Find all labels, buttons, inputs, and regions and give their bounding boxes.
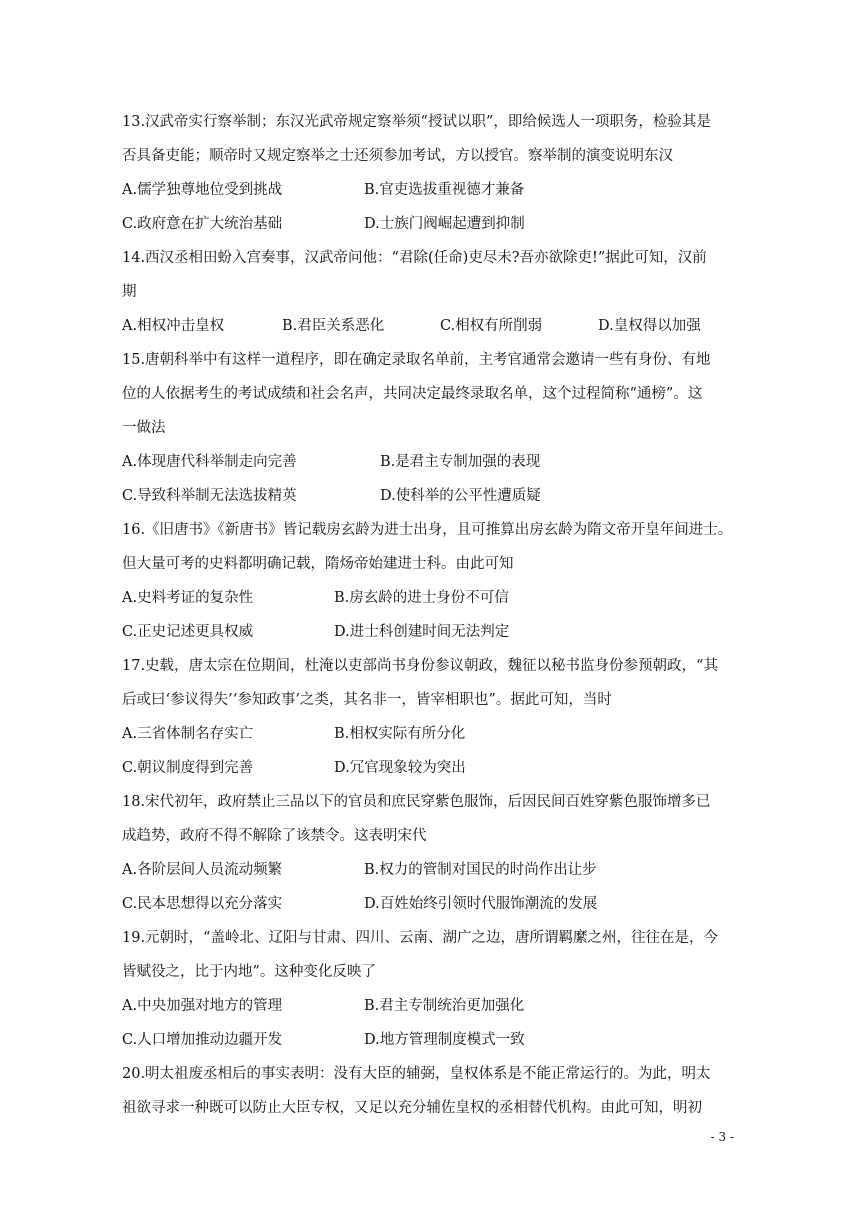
question-15-option-c: C.导致科举制无法选拔精英 [122,488,297,504]
question-18-stem-line-2: 成趋势，政府不得不解除了该禁令。这表明宋代 [122,828,427,844]
question-18-option-b: B.权力的管制对国民的时尚作出让步 [364,862,597,878]
question-13-option-d: D.士族门阀崛起遭到抑制 [364,216,525,232]
question-13-option-b: B.官吏选拔重视德才兼备 [364,182,525,198]
question-18-option-c: C.民本思想得以充分落实 [122,896,283,912]
question-18-option-d: D.百姓始终引领时代服饰潮流的发展 [364,896,598,912]
question-19-stem-line-2: 皆赋役之，比于内地”。这种变化反映了 [122,964,376,980]
question-13-stem-line-1: 13.汉武帝实行察举制；东汉光武帝规定察举须“授试以职”，即给候选人一项职务，检验其是 [122,114,711,130]
question-19-option-b: B.君主专制统治更加强化 [364,998,525,1014]
question-18-stem-line-1: 18.宋代初年，政府禁止三品以下的官员和庶民穿紫色服饰，后因民间百姓穿紫色服饰增多已 [122,794,711,810]
question-20-stem-line-2: 祖欲寻求一种既可以防止大臣专权，又足以充分辅佐皇权的丞相替代机构。由此可知，明初 [122,1100,702,1116]
question-16-stem-line-2: 但大量可考的史料都明确记载，隋炀帝始建进士科。由此可知 [122,556,514,572]
question-19-stem-line-1: 19.元朝时，“盖岭北、辽阳与甘肃、四川、云南、湖广之边，唐所谓羁縻之州，往往在是，今 [122,930,718,946]
question-20-stem-line-1: 20.明太祖废丞相后的事实表明：没有大臣的辅弼，皇权体系是不能正常运行的。为此，明太 [122,1066,711,1082]
question-15-option-b: B.是君主专制加强的表现 [380,454,541,470]
question-16-option-a: A.史料考证的复杂性 [122,590,254,606]
question-13-stem-line-2: 否具备吏能；顺帝时又规定察举之士还须参加考试，方以授官。察举制的演变说明东汉 [122,148,673,164]
question-14-option-d: D.皇权得以加强 [598,318,701,334]
question-14-option-c: C.相权有所削弱 [440,318,543,334]
page-number: - 3 - [710,1130,734,1144]
question-15-option-d: D.使科举的公平性遭质疑 [380,488,541,504]
question-16-option-c: C.正史记述更具权威 [122,624,254,640]
question-17-stem-line-1: 17.史载，唐太宗在位期间，杜淹以吏部尚书身份参议朝政，魏征以秘书监身份参预朝政，“其 [122,658,718,674]
question-15-option-a: A.体现唐代科举制走向完善 [122,454,297,470]
question-17-stem-line-2: 后或曰‘参议得失’‘参知政事’之类，其名非一，皆宰相职也”。据此可知，当时 [122,692,612,708]
question-19-option-d: D.地方管理制度模式一致 [364,1032,525,1048]
question-14-stem-line-2: 期 [122,284,137,300]
question-17-option-a: A.三省体制名存实亡 [122,726,254,742]
question-17-option-b: B.相权实际有所分化 [334,726,466,742]
question-18-option-a: A.各阶层间人员流动频繁 [122,862,283,878]
question-14-option-a: A.相权冲击皇权 [122,318,225,334]
question-14-stem-line-1: 14.西汉丞相田蚡入宫奏事，汉武帝问他：“君除(任命)吏尽未?吾亦欲除吏!”据此可知，汉前 [122,250,707,266]
question-15-stem-line-2: 位的人依据考生的考试成绩和社会名声，共同决定最终录取名单，这个过程简称“通榜”。这 [122,386,703,402]
question-15-stem-line-1: 15.唐朝科举中有这样一道程序，即在确定录取名单前，主考官通常会邀请一些有身份、有地 [122,352,711,368]
question-17-option-c: C.朝议制度得到完善 [122,760,254,776]
question-19-option-a: A.中央加强对地方的管理 [122,998,283,1014]
question-16-stem-line-1: 16.《旧唐书》《新唐书》皆记载房玄龄为进士出身，且可推算出房玄龄为隋文帝开皇年间进士。 [122,522,733,538]
question-13-option-c: C.政府意在扩大统治基础 [122,216,283,232]
question-16-option-b: B.房玄龄的进士身份不可信 [334,590,509,606]
question-17-option-d: D.冗官现象较为突出 [334,760,466,776]
question-19-option-c: C.人口增加推动边疆开发 [122,1032,283,1048]
question-13-option-a: A.儒学独尊地位受到挑战 [122,182,283,198]
question-16-option-d: D.进士科创建时间无法判定 [334,624,510,640]
question-14-option-b: B.君臣关系恶化 [282,318,385,334]
question-15-stem-line-3: 一做法 [122,420,166,436]
